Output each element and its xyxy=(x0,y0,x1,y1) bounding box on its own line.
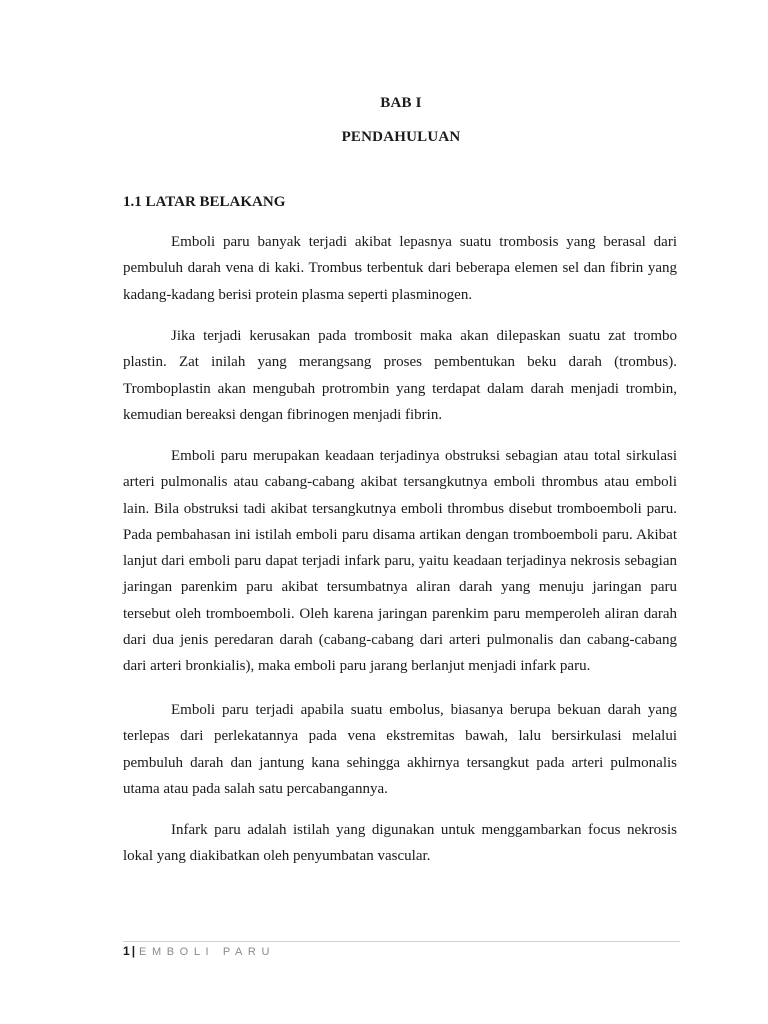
running-title: EMBOLI PARU xyxy=(139,946,276,958)
paragraph: Infark paru adalah istilah yang digunakan untuk menggambarkan focus nekrosis lokal yang diakibatkan oleh penyumbatan vascular. xyxy=(123,822,677,865)
section-title: 1.1 LATAR BELAKANG xyxy=(123,194,286,210)
page-footer xyxy=(123,944,275,958)
footer-divider xyxy=(123,941,680,942)
footer-separator: | xyxy=(131,944,136,958)
paragraph: Emboli paru merupakan keadaan terjadinya obstruksi sebagian atau total sirkulasi arteri pulmonalis atau cabang-cabang akibat tersangkutnya emboli thrombus atau emboli lain. Bila obstruksi tadi akibat tersangkutnya emboli thrombus disebut tromboemboli paru. Pada pembahasan ini istilah emboli paru disama artikan dengan tromboemboli paru. Akibat lanjut dari emboli paru dapat terjadi infark paru, yaitu keadaan terjadinya nekrosis sebagian jaringan parenkim paru akibat tersumbatnya aliran darah yang menuju jaringan paru tersebut oleh tromboemboli. Oleh karena jaringan parenkim paru memperoleh aliran darah dari dua jenis peredaran darah (cabang-cabang dari arteri pulmonalis dan cabang-cabang dari arteri bronkialis), maka emboli paru jarang berlanjut menjadi infark paru. xyxy=(123,448,677,675)
paragraph: Emboli paru banyak terjadi akibat lepasnya suatu trombosis yang berasal dari pembuluh darah vena di kaki. Trombus terbentuk dari beberapa elemen sel dan fibrin yang kadang-kadang berisi protein plasma seperti plasminogen. xyxy=(123,234,677,303)
chapter-title: PENDAHULUAN xyxy=(341,129,461,145)
chapter-heading: BAB I xyxy=(380,95,422,111)
paragraph: Emboli paru terjadi apabila suatu embolus, biasanya berupa bekuan darah yang terlepas dari perlekatannya pada vena ekstremitas bawah, lalu bersirkulasi melalui pembuluh darah dan jantung kana sehingga akhirnya tersangkut pada arteri pulmonalis utama atau pada salah satu percabangannya. xyxy=(123,702,677,797)
page-number: 1 xyxy=(123,944,130,958)
paragraph: Jika terjadi kerusakan pada trombosit maka akan dilepaskan suatu zat trombo plastin. Zat inilah yang merangsang proses pembentukan beku darah (trombus). Tromboplastin akan mengubah protrombin yang terdapat dalam darah menjadi trombin, kemudian bereaksi dengan fibrinogen menjadi fibrin. xyxy=(123,328,677,423)
